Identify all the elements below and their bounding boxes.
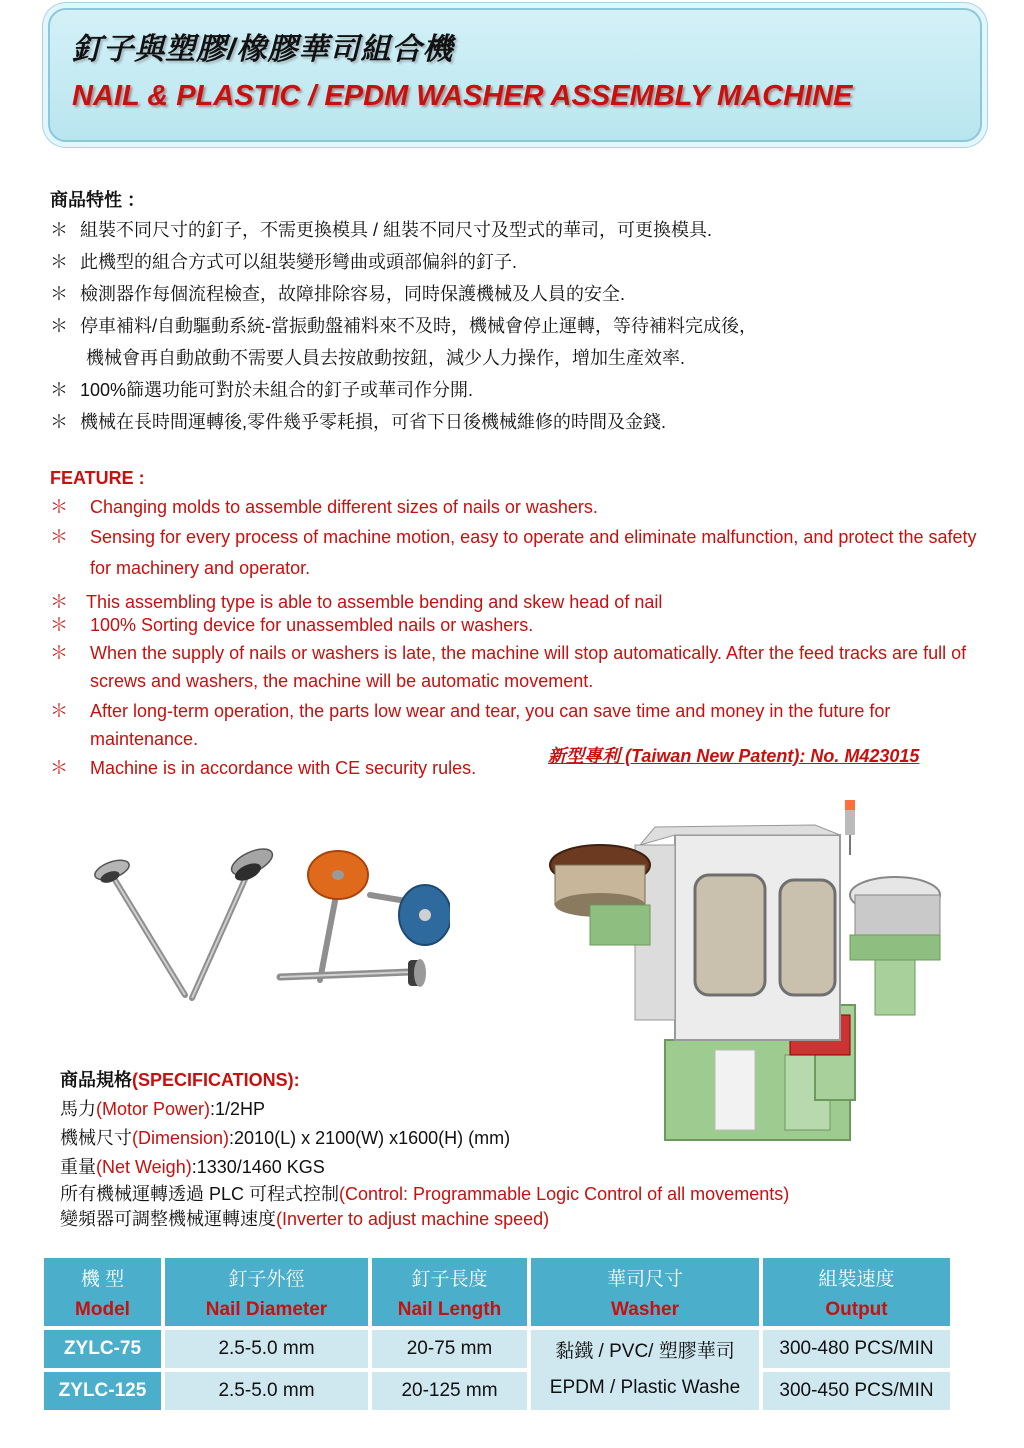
header-zh: 華司尺寸 [606, 1268, 683, 1290]
nails-washers-photo [80, 830, 450, 1020]
spec-control-en: (Control: Programmable Logic Control of all movements) [339, 1184, 790, 1204]
table-row [44, 1372, 950, 1410]
title-english: NAIL & PLASTIC / EPDM WASHER ASSEMBLY MACHINE [72, 80, 853, 112]
spec-inverter-en: (Inverter to adjust machine speed) [276, 1209, 550, 1229]
spec-dim-value: :2010(L) x 2100(W) x1600(H) (mm) [229, 1128, 511, 1148]
cell-washer [531, 1330, 759, 1410]
spec-weight-en: (Net Weigh) [96, 1157, 192, 1177]
feature-zh-continued: 機械會再自動啟動不需要人員去按啟動按鈕，減少人力操作，增加生產效率. [86, 348, 685, 368]
spec-weight-zh: 重量 [60, 1157, 96, 1177]
spec-control [60, 1182, 789, 1207]
feature-en-text: Machine is in accordance with CE security rules. [90, 758, 477, 778]
feature-zh-text: 組裝不同尺寸的釘子，不需更換模具 / 組裝不同尺寸及型式的華司，可更換模具. [80, 220, 713, 240]
feature-en-text: This assembling type is able to assemble bending and skew head of nail [86, 592, 663, 612]
header-output [763, 1258, 950, 1326]
title-banner [48, 8, 982, 142]
feature-zh-item [50, 310, 950, 342]
bullet-star: ＊ [50, 643, 68, 663]
specifications [60, 1066, 789, 1232]
feature-zh-item [50, 374, 950, 406]
feature-en-text: When the supply of nails or washers is late, the machine will stop automatically. After the feed tracks are full of screws and washers, the machine will be automatic movement. [90, 643, 967, 691]
header-nail-length [372, 1258, 527, 1326]
feature-zh-item [50, 246, 950, 278]
header-en: Output [825, 1298, 888, 1320]
model-spec-table [40, 1254, 954, 1414]
bullet-star: ＊ [50, 701, 68, 721]
spec-dimension [60, 1124, 789, 1153]
cell-diameter: 2.5-5.0 mm [165, 1372, 368, 1410]
feature-zh-item [50, 406, 950, 438]
table-row [44, 1330, 950, 1368]
table-header-row [44, 1258, 950, 1326]
spec-heading-en: (SPECIFICATIONS): [132, 1070, 300, 1090]
spec-inverter [60, 1207, 789, 1232]
spec-inverter-zh: 變頻器可調整機械運轉速度 [60, 1209, 276, 1229]
header-zh: 釘子外徑 [228, 1268, 305, 1290]
header-en: Model [75, 1298, 130, 1320]
bullet-star: ＊ [50, 252, 68, 272]
header-washer [531, 1258, 759, 1326]
washer-line-1: 黏鐵 / PVC/ 塑膠華司 [555, 1341, 735, 1362]
spec-dim-en: (Dimension) [132, 1128, 230, 1148]
spec-dim-zh: 機械尺寸 [60, 1128, 132, 1148]
feature-zh-text: 此機型的組合方式可以組裝變形彎曲或頭部偏斜的釘子. [80, 252, 517, 272]
bullet-star: ＊ [50, 527, 68, 547]
patent-note: 新型專利 (Taiwan New Patent): No. M423015 [548, 746, 920, 766]
header-en: Nail Diameter [205, 1298, 328, 1320]
feature-en-text: Sensing for every process of machine motion, easy to operate and eliminate malfunction, and protect the safety for machinery and operator. [90, 527, 977, 578]
spec-motor-zh: 馬力 [60, 1099, 96, 1119]
bullet-star: ＊ [50, 615, 68, 635]
bullet-star: ＊ [50, 380, 68, 400]
header-en: Nail Length [397, 1298, 502, 1320]
feature-zh-text: 停車補料/自動驅動系統-當振動盤補料來不及時，機械會停止運轉，等待補料完成後， [80, 316, 757, 336]
feature-en-text: 100% Sorting device for unassembled nails or washers. [90, 615, 534, 635]
features-zh-heading: 商品特性 ： [50, 190, 146, 210]
bullet-star: ＊ [50, 497, 68, 517]
feature-zh-text: 機械在長時間運轉後,零件幾乎零耗損，可省下日後機械維修的時間及金錢. [80, 412, 666, 432]
cell-model: ZYLC-125 [44, 1372, 161, 1410]
header-zh: 機 型 [80, 1268, 125, 1290]
features-en-heading: FEATURE : [50, 468, 145, 488]
spec-heading [60, 1066, 789, 1095]
washer-line-2: EPDM / Plastic Washe [549, 1377, 741, 1398]
bullet-star: ＊ [50, 592, 68, 612]
title-chinese: 釘子與塑膠/橡膠華司組合機 [72, 33, 454, 66]
feature-zh-item [50, 278, 950, 310]
spec-weight [60, 1153, 789, 1182]
cell-diameter: 2.5-5.0 mm [165, 1330, 368, 1368]
bullet-star: ＊ [50, 284, 68, 304]
header-model [44, 1258, 161, 1326]
bullet-star: ＊ [50, 316, 68, 336]
feature-en-text: Changing molds to assemble different sizes of nails or washers. [90, 497, 598, 517]
spec-heading-zh: 商品規格 [60, 1070, 132, 1090]
cell-length: 20-125 mm [372, 1372, 527, 1410]
header-en: Washer [611, 1298, 679, 1320]
feature-en-text: After long-term operation, the parts low wear and tear, you can save time and money in the future for maintenance. [90, 701, 891, 749]
header-nail-diameter [165, 1258, 368, 1326]
cell-output: 300-450 PCS/MIN [763, 1372, 950, 1410]
spec-motor [60, 1095, 789, 1124]
feature-zh-text: 100%篩選功能可對於未組合的釘子或華司作分開. [80, 380, 474, 400]
spec-motor-en: (Motor Power) [96, 1099, 211, 1119]
cell-output: 300-480 PCS/MIN [763, 1330, 950, 1368]
feature-zh-text: 檢測器作每個流程檢查，故障排除容易，同時保護機械及人員的安全. [80, 284, 625, 304]
bullet-star: ＊ [50, 412, 68, 432]
spec-motor-value: :1/2HP [210, 1099, 266, 1119]
cell-length: 20-75 mm [372, 1330, 527, 1368]
bullet-star: ＊ [50, 220, 68, 240]
feature-zh-item [50, 214, 950, 246]
cell-model: ZYLC-75 [44, 1330, 161, 1368]
header-zh: 組裝速度 [818, 1268, 895, 1290]
header-zh: 釘子長度 [411, 1268, 488, 1290]
bullet-star: ＊ [50, 758, 68, 778]
spec-weight-value: :1330/1460 KGS [191, 1157, 325, 1177]
features-zh-list [50, 214, 950, 438]
spec-control-zh: 所有機械運轉透過 PLC 可程式控制 [60, 1184, 340, 1204]
